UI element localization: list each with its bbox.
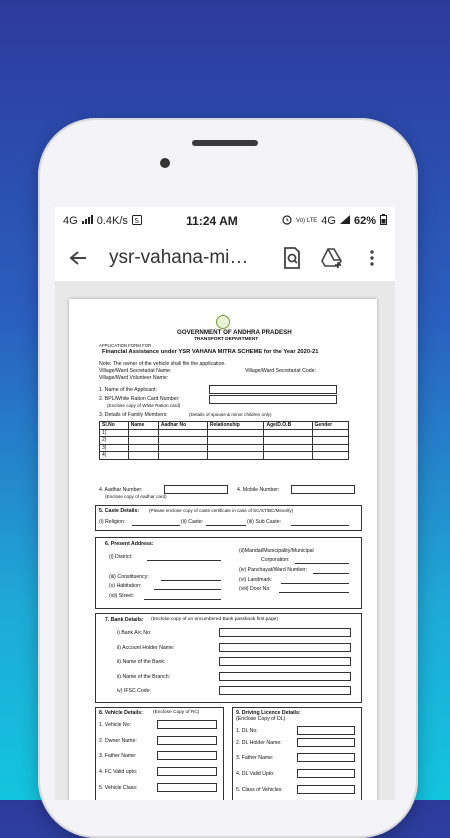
doc-q1: 1. Name of the Applicant:: [99, 387, 157, 393]
habitation-line: [154, 589, 221, 590]
doc-q9-note: (Enclose Copy of DL): [236, 716, 286, 722]
doc-app-for: APPLICATION FORM FOR: [99, 343, 152, 348]
doc-q7: 7. Bank Details:: [105, 617, 144, 623]
doc-vclass: 5. Vehicle Class:: [99, 785, 138, 791]
doc-dl-holder: 2. DL Holder Name:: [236, 740, 282, 746]
aadhar-box: [164, 485, 228, 494]
mobile-box: [291, 485, 355, 494]
doc-vehicle-no: 1. Vehicle No:: [99, 722, 132, 728]
table-header: Name: [128, 422, 158, 430]
search-in-document-icon[interactable]: [279, 245, 305, 271]
doc-owner: 2. Owner Name:: [99, 738, 137, 744]
caste-line: [206, 525, 246, 526]
signal-icon: [82, 215, 93, 227]
back-arrow-icon[interactable]: [65, 245, 91, 271]
alarm-icon: [282, 215, 292, 228]
phone-screen: [55, 207, 395, 800]
pdf-page: [69, 299, 377, 800]
doc-q7-note: (Enclose copy of un encumbered Bank passbook first page): [151, 617, 278, 622]
street-line: [144, 599, 221, 600]
table-header: Relationship: [207, 422, 264, 430]
dl-class-box: [297, 785, 355, 794]
table-header: Sl.No: [100, 422, 129, 430]
doc-q5-note: (Please enclose copy of caste certificate in case of SC/ST/BC/Minority): [149, 508, 294, 513]
doc-dl-no: 1. DL No:: [236, 728, 258, 734]
table-row: [100, 429, 349, 437]
vehicle-no-box: [157, 720, 217, 729]
doc-q3: 3. Details of Family Members:: [99, 412, 168, 418]
doc-mandal: (ii)Mandal/Municipality/Municipal: [239, 548, 314, 554]
doc-father: 3. Father Name:: [99, 753, 137, 759]
phone-speaker: [192, 140, 258, 146]
dl-valid-box: [297, 769, 355, 778]
doc-q6: 6. Present Address:: [105, 541, 154, 547]
table-header: Age/D.O.B: [264, 422, 312, 430]
doc-gov-title: GOVERNMENT OF ANDHRA PRADESH: [177, 329, 292, 336]
doc-branch: ii) Name of the Branch:: [117, 674, 171, 680]
door-line: [279, 592, 349, 593]
table-cell: 1): [100, 429, 129, 437]
doc-village-name: Village/Ward Secretariat Name:: [99, 368, 172, 374]
doc-constituency: (iii) Constituency:: [109, 574, 149, 580]
doc-note: Note: The owner of the vehicle shall file the application.: [99, 361, 226, 367]
constituency-line: [161, 580, 221, 581]
doc-dl-valid: 4. DL Valid Upto:: [236, 771, 275, 777]
add-to-drive-icon[interactable]: [319, 245, 345, 271]
signal-icon-2: [340, 215, 350, 227]
table-header: Gender: [312, 422, 348, 430]
dl-holder-box: [297, 738, 355, 747]
bank-ac-box: [219, 628, 351, 637]
doc-ifsc: iv) IFSC Code:: [117, 688, 152, 694]
table-row: [100, 437, 349, 445]
data-label: 4G: [321, 215, 336, 227]
doc-bank-name: ii) Name of the Bank:: [117, 659, 166, 665]
family-members-table: [99, 421, 349, 460]
doc-q8-note: (Enclose Copy of RC): [153, 710, 200, 715]
ifsc-box: [219, 686, 351, 695]
doc-street: (vii) Street:: [109, 593, 135, 599]
doc-dept: TRANSPORT DEPARTMENT: [194, 337, 259, 342]
owner-box: [157, 736, 217, 745]
doc-panchayat: (iv) Panchayat/Ward Number:: [239, 567, 308, 573]
doc-q8: 8. Vehicle Details:: [99, 710, 143, 716]
bank-name-box: [219, 657, 351, 666]
status-bar: [55, 207, 395, 235]
doc-q9: 9. Driving Licence Details:: [236, 710, 301, 716]
dl-father-box: [297, 753, 355, 762]
phone-camera: [160, 158, 170, 168]
subcaste-line: [291, 525, 349, 526]
doc-dl-father: 3. Father Name:: [236, 755, 274, 761]
battery-label: 62%: [353, 215, 376, 227]
more-options-icon[interactable]: [359, 245, 385, 271]
table-row: [100, 444, 349, 452]
vclass-box: [157, 783, 217, 792]
religion-line: [132, 525, 180, 526]
doc-landmark: (vi) Landmark:: [239, 577, 273, 583]
document-title: ysr-vahana-mi…: [109, 247, 249, 268]
doc-q4b: 4. Mobile Number:: [237, 487, 280, 493]
doc-district: (i) District:: [109, 554, 133, 560]
clock: 11:24 AM: [186, 214, 238, 228]
doc-scheme: Financial Assistance under YSR VAHANA MITRA SCHEME for the Year 2020-21: [102, 349, 319, 355]
table-header: Aadhar No: [158, 422, 207, 430]
doc-q5: 5. Caste Details:: [99, 508, 140, 514]
doc-corporation: Corporation:: [261, 557, 290, 563]
doc-volunteer: Village/Ward Volunteer Name:: [99, 375, 169, 381]
screenshot-icon: [132, 215, 142, 228]
applicant-name-box: [209, 385, 337, 394]
government-seal-icon: [216, 315, 230, 329]
doc-religion: (i) Religion:: [99, 519, 126, 525]
table-cell: 2): [100, 437, 129, 445]
landmark-line: [281, 583, 349, 584]
ration-card-box: [209, 395, 337, 404]
corporation-line: [295, 563, 349, 564]
battery-icon: [380, 214, 387, 228]
speed-label: 0.4K/s: [96, 215, 128, 227]
doc-habitation: (v) Habitation:: [109, 583, 142, 589]
doc-q4: 4. Aadhar Number:: [99, 487, 143, 493]
branch-box: [219, 672, 351, 681]
svg-text:S: S: [134, 216, 139, 225]
doc-dl-class: 5. Class of Vehicles:: [236, 787, 283, 793]
app-toolbar: [55, 235, 395, 282]
doc-door: (viii) Door No:: [239, 586, 271, 592]
holder-box: [219, 643, 351, 652]
dl-no-box: [297, 726, 355, 735]
doc-fc: 4. FC Valid upto:: [99, 769, 138, 775]
table-cell: 4): [100, 452, 129, 460]
doc-q2: 2. BPL/White Ration Card Number:: [99, 396, 180, 402]
fc-box: [157, 767, 217, 776]
doc-subcaste: (iii) Sub Caste:: [247, 519, 282, 525]
network-label: 4G: [63, 215, 78, 227]
doc-holder: ii) Account Holder Name:: [117, 645, 175, 651]
table-row: [100, 452, 349, 460]
district-line: [147, 560, 221, 561]
pdf-viewer[interactable]: [55, 281, 395, 800]
volte-label: Vo) LTE: [296, 218, 318, 224]
table-header-row: [100, 422, 349, 430]
doc-q4-note: (Enclose copy of Aadhar card): [105, 494, 167, 499]
doc-village-code: Village/Ward Secretariat Code:: [245, 368, 316, 374]
table-cell: 3): [100, 444, 129, 452]
father-box: [157, 751, 217, 760]
doc-q3-note: (Details of spouse & minor children only): [189, 412, 272, 417]
doc-q2-note: (Enclose copy of White Ration card): [107, 403, 181, 408]
doc-bank-ac: i) Bank A/c No:: [117, 630, 152, 636]
doc-caste: (ii) Caste:: [181, 519, 204, 525]
panchayat-line: [313, 573, 349, 574]
